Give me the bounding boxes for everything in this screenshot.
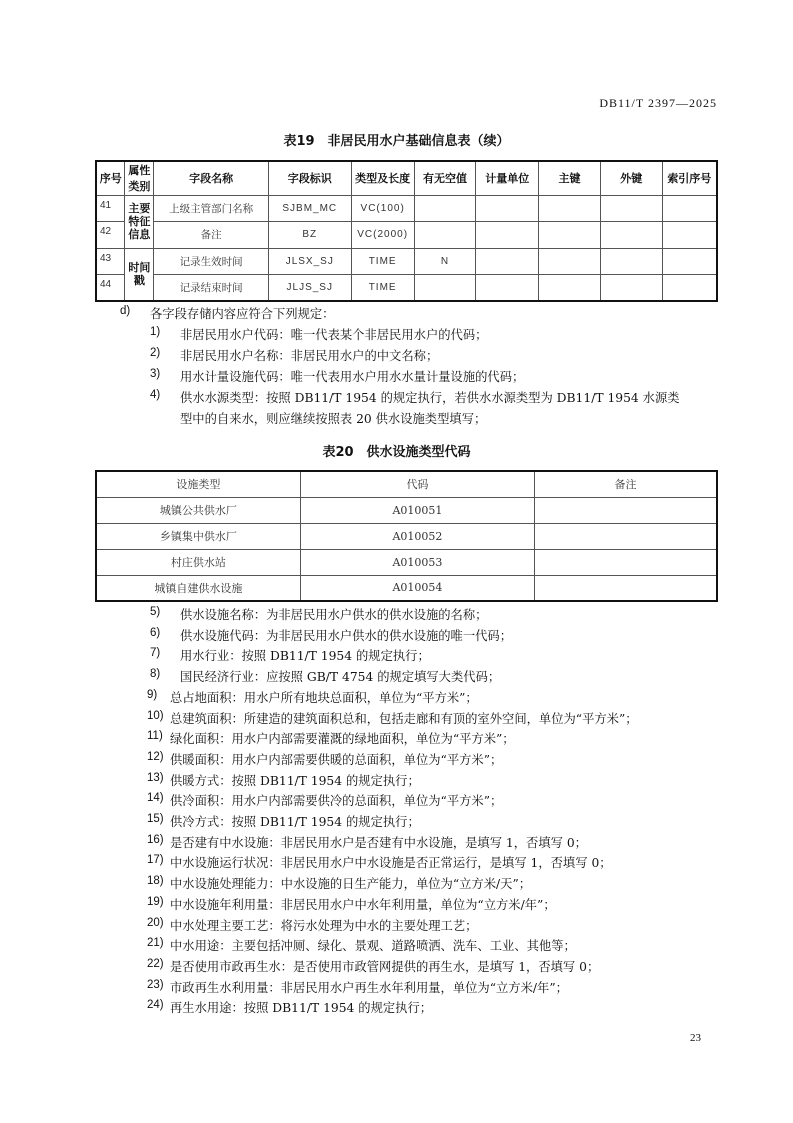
list-item-number: 16) bbox=[147, 833, 164, 846]
table-header-row bbox=[96, 471, 717, 497]
list-item-text: 非居民用水户代码：唯一代表某个非居民用水户的代码； bbox=[180, 328, 488, 342]
list-item-text: 是否建有中水设施：非居民用水户是否建有中水设施，是填写 1，否填写 0； bbox=[170, 835, 587, 850]
table-row bbox=[96, 549, 717, 575]
list-item-number: 11) bbox=[147, 730, 163, 743]
table19-caption: 表19 非居民用水户基础信息表（续） bbox=[283, 134, 510, 149]
table-row bbox=[96, 497, 717, 523]
col-header: 索引序号 bbox=[662, 161, 717, 195]
cell-index: 41 bbox=[96, 195, 125, 222]
cell-type: VC(2000) bbox=[351, 222, 414, 249]
list-item-number: 20) bbox=[147, 916, 164, 929]
table-20 bbox=[95, 470, 718, 602]
list-item-text: 非居民用水户名称：非居民用水户的中文名称； bbox=[180, 349, 439, 363]
cell-type: VC(100) bbox=[351, 195, 414, 222]
list-item-number: 8) bbox=[150, 668, 161, 681]
cell-category: 主要特征信息 bbox=[125, 195, 154, 248]
list-item-text: 绿化面积：用水户内部需要灌溉的绿地面积，单位为“平方米”； bbox=[170, 732, 515, 747]
list-item-text: 供暖方式：按照 DB11/T 1954 的规定执行； bbox=[170, 773, 420, 788]
col-header: 字段名称 bbox=[154, 161, 269, 195]
list-item-text: 供水设施代码：为非居民用水户供水的供水设施的唯一代码； bbox=[180, 628, 513, 643]
cell-type: 村庄供水站 bbox=[96, 549, 300, 575]
cell-field-name: 记录结束时间 bbox=[154, 275, 269, 302]
col-header: 类型及长度 bbox=[351, 161, 414, 195]
table-row bbox=[96, 222, 717, 249]
cell-code: A010052 bbox=[300, 523, 534, 549]
table-row bbox=[96, 248, 717, 275]
list-item-text: 供水设施名称：为非居民用水户供水的供水设施的名称； bbox=[180, 608, 488, 622]
list-item-number: 3) bbox=[150, 368, 161, 380]
cell-type: TIME bbox=[351, 248, 414, 275]
cell-field-id: JLJS_SJ bbox=[268, 275, 351, 302]
list-item-text: 供冷面积：用水户内部需要供冷的总面积，单位为“平方米”； bbox=[170, 794, 503, 809]
cell-note bbox=[535, 523, 717, 549]
list-item-number: 21) bbox=[147, 937, 164, 950]
cell-nullable bbox=[414, 222, 476, 249]
col-header: 序号 bbox=[96, 161, 125, 195]
list-item-text: 中水设施运行状况：非居民用水户中水设施是否正常运行，是填写 1，否填写 0； bbox=[170, 856, 612, 871]
col-header: 字段标识 bbox=[268, 161, 351, 195]
col-header: 代码 bbox=[300, 471, 534, 497]
list-item-text: 总占地面积：用水户所有地块总面积，单位为“平方米”； bbox=[170, 690, 478, 705]
cell-type: 城镇自建供水设施 bbox=[96, 575, 300, 601]
list-item-text: 供冷方式：按照 DB11/T 1954 的规定执行； bbox=[170, 815, 420, 829]
list-item-number: 5) bbox=[150, 606, 161, 618]
cell-index: 44 bbox=[96, 275, 125, 302]
list-item-number: 23) bbox=[147, 978, 164, 991]
table-19 bbox=[95, 160, 718, 302]
cell-field-name: 上级主管部门名称 bbox=[154, 195, 269, 222]
table-row bbox=[96, 195, 717, 222]
cell-index: 43 bbox=[96, 248, 125, 275]
list-item-number: 6) bbox=[150, 626, 161, 639]
list-item-text: 用水行业：按照 DB11/T 1954 的规定执行； bbox=[180, 649, 430, 664]
col-header: 主键 bbox=[539, 161, 601, 195]
list-item-text: 供水水源类型：按照 DB11/T 1954 的规定执行，若供水水源类型为 DB11/T 1954 水源类 bbox=[180, 391, 680, 405]
list-item-number: 10) bbox=[147, 709, 164, 722]
cell-note bbox=[535, 497, 717, 523]
list-item-number: 9) bbox=[147, 688, 158, 701]
list-item-number: 18) bbox=[147, 875, 164, 888]
list-item-number: 19) bbox=[147, 895, 164, 908]
list-item-text: 中水处理主要工艺：将污水处理为中水的主要处理工艺； bbox=[170, 918, 478, 933]
list-item-text-continued: 型中的自来水，则应继续按照表 20 供水设施类型填写； bbox=[180, 412, 487, 426]
list-item-number: 7) bbox=[150, 647, 161, 660]
col-header: 计量单位 bbox=[476, 161, 539, 195]
cell-field-name: 记录生效时间 bbox=[154, 248, 269, 275]
list-item-number: 2) bbox=[150, 347, 161, 359]
cell-type: 乡镇集中供水厂 bbox=[96, 523, 300, 549]
table-row bbox=[96, 575, 717, 601]
table20-caption: 表20 供水设施类型代码 bbox=[322, 445, 471, 460]
list-item-number: 13) bbox=[147, 771, 164, 784]
list-item-number: 12) bbox=[147, 750, 164, 763]
col-header: 设施类型 bbox=[96, 471, 300, 497]
document-code: DB11/T 2397—2025 bbox=[599, 96, 717, 110]
cell-note bbox=[535, 575, 717, 601]
list-item-text: 是否使用市政再生水：是否使用市政管网提供的再生水，是填写 1，否填写 0； bbox=[170, 959, 600, 974]
cell-field-id: SJBM_MC bbox=[268, 195, 351, 222]
page-number: 23 bbox=[690, 1032, 701, 1044]
cell-type: TIME bbox=[351, 275, 414, 302]
list-item-text: 各字段存储内容应符合下列规定： bbox=[150, 307, 335, 321]
cell-category: 时间戳 bbox=[125, 248, 154, 301]
col-header: 属性类别 bbox=[125, 161, 154, 195]
cell-type: 城镇公共供水厂 bbox=[96, 497, 300, 523]
list-item-text: 用水计量设施代码：唯一代表用水户用水水量计量设施的代码； bbox=[180, 370, 525, 384]
list-item-number: 22) bbox=[147, 957, 164, 970]
table-row bbox=[96, 523, 717, 549]
table-row bbox=[96, 275, 717, 302]
list-item-text: 供暖面积：用水户内部需要供暖的总面积，单位为“平方米”； bbox=[170, 752, 503, 767]
list-item-number: 15) bbox=[147, 813, 164, 825]
cell-code: A010051 bbox=[300, 497, 534, 523]
cell-index: 42 bbox=[96, 222, 125, 249]
list-item-text: 再生水用途：按照 DB11/T 1954 的规定执行； bbox=[170, 1001, 433, 1016]
list-item-text: 中水设施年利用量：非居民用水户中水年利用量，单位为“立方米/年”； bbox=[170, 897, 556, 912]
table-header-row bbox=[96, 161, 717, 195]
cell-nullable bbox=[414, 195, 476, 222]
col-header: 有无空值 bbox=[414, 161, 476, 195]
cell-code: A010053 bbox=[300, 549, 534, 575]
list-item-text: 国民经济行业：应按照 GB/T 4754 的规定填写大类代码； bbox=[180, 670, 501, 685]
cell-field-name: 备注 bbox=[154, 222, 269, 249]
list-item-text: 中水用途：主要包括冲厕、绿化、景观、道路喷洒、洗车、工业、其他等； bbox=[170, 939, 576, 954]
cell-nullable bbox=[414, 275, 476, 302]
list-item-number: d) bbox=[120, 305, 131, 317]
cell-note bbox=[535, 549, 717, 575]
col-header: 备注 bbox=[535, 471, 717, 497]
list-item-number: 1) bbox=[150, 326, 161, 338]
cell-nullable: N bbox=[414, 248, 476, 275]
col-header: 外键 bbox=[600, 161, 662, 195]
cell-code: A010054 bbox=[300, 575, 534, 601]
cell-field-id: JLSX_SJ bbox=[268, 248, 351, 275]
list-item-text: 市政再生水利用量：非居民用水户再生水年利用量，单位为“立方米/年”； bbox=[170, 980, 568, 995]
list-item-text: 中水设施处理能力：中水设施的日生产能力，单位为“立方米/天”； bbox=[170, 877, 532, 892]
list-item-text: 总建筑面积：所建造的建筑面积总和，包括走廊和有顶的室外空间，单位为“平方米”； bbox=[170, 711, 638, 726]
list-item-number: 4) bbox=[150, 389, 161, 401]
list-item-number: 24) bbox=[147, 999, 164, 1012]
list-item-number: 14) bbox=[147, 792, 164, 805]
cell-field-id: BZ bbox=[268, 222, 351, 249]
list-item-number: 17) bbox=[147, 854, 164, 867]
